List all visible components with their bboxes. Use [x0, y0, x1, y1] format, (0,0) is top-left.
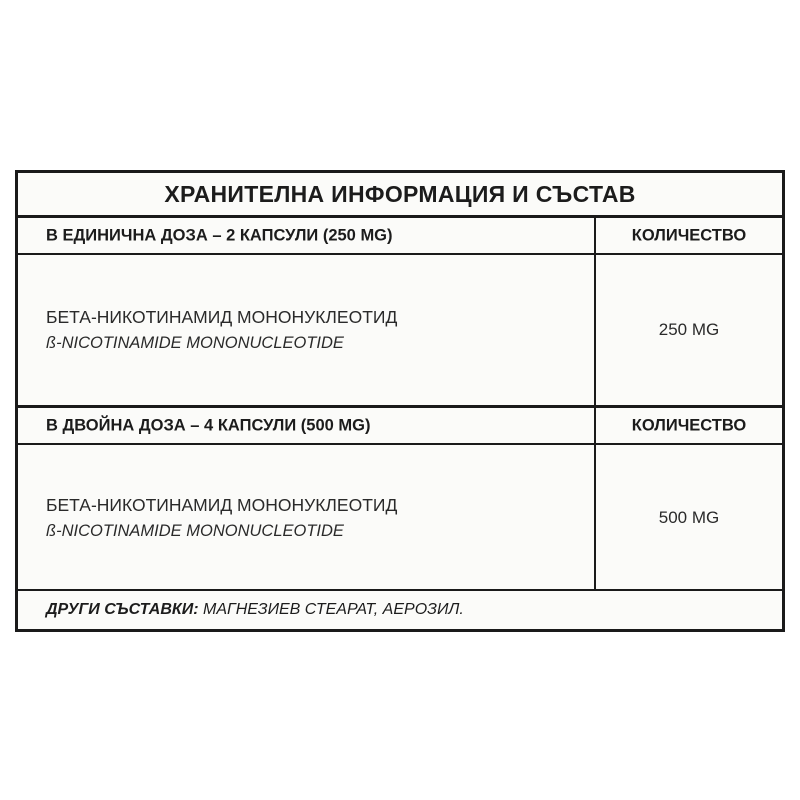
single-dose-amount-cell [596, 255, 782, 405]
double-dose-body-row [18, 445, 782, 591]
ingredient [46, 492, 397, 544]
ingredient-name-en: ß-NICOTINAMIDE MONONUCLEOTIDE [46, 522, 344, 540]
ingredient-name-en: ß-NICOTINAMIDE MONONUCLEOTIDE [46, 334, 344, 352]
single-dose-amount: 250 MG [658, 320, 720, 339]
single-dose-ingredient-cell [18, 255, 596, 405]
other-ingredients-row [18, 589, 782, 629]
nutrition-table [15, 170, 785, 632]
single-dose-quantity-header-cell [596, 218, 782, 253]
table-title: ХРАНИТЕЛНА ИНФОРМАЦИЯ И СЪСТАВ [18, 173, 782, 218]
quantity-header: КОЛИЧЕСТВО [631, 226, 747, 244]
other-ingredients-label: ДРУГИ СЪСТАВКИ: [46, 601, 199, 618]
single-dose-header-cell [18, 218, 596, 253]
quantity-header: КОЛИЧЕСТВО [631, 416, 747, 434]
other-ingredients-value: МАГНЕЗИЕВ СТЕАРАТ, АЕРОЗИЛ. [198, 601, 464, 618]
double-dose-ingredient-cell [18, 445, 596, 591]
double-dose-quantity-header-cell [596, 408, 782, 443]
other-ingredients [46, 601, 464, 619]
double-dose-header-cell [18, 408, 596, 443]
ingredient [46, 304, 397, 356]
double-dose-header-row [18, 408, 782, 445]
single-dose-label: В ЕДИНИЧНА ДОЗА – 2 КАПСУЛИ (250 MG) [46, 226, 393, 244]
single-dose-body-row [18, 255, 782, 408]
double-dose-amount-cell [596, 445, 782, 591]
double-dose-amount: 500 MG [658, 508, 720, 527]
double-dose-label: В ДВОЙНА ДОЗА – 4 КАПСУЛИ (500 MG) [46, 416, 371, 434]
ingredient-name-bg: БЕТА-НИКОТИНАМИД МОНОНУКЛЕОТИД [46, 307, 398, 327]
single-dose-header-row [18, 218, 782, 255]
ingredient-name-bg: БЕТА-НИКОТИНАМИД МОНОНУКЛЕОТИД [46, 495, 398, 515]
